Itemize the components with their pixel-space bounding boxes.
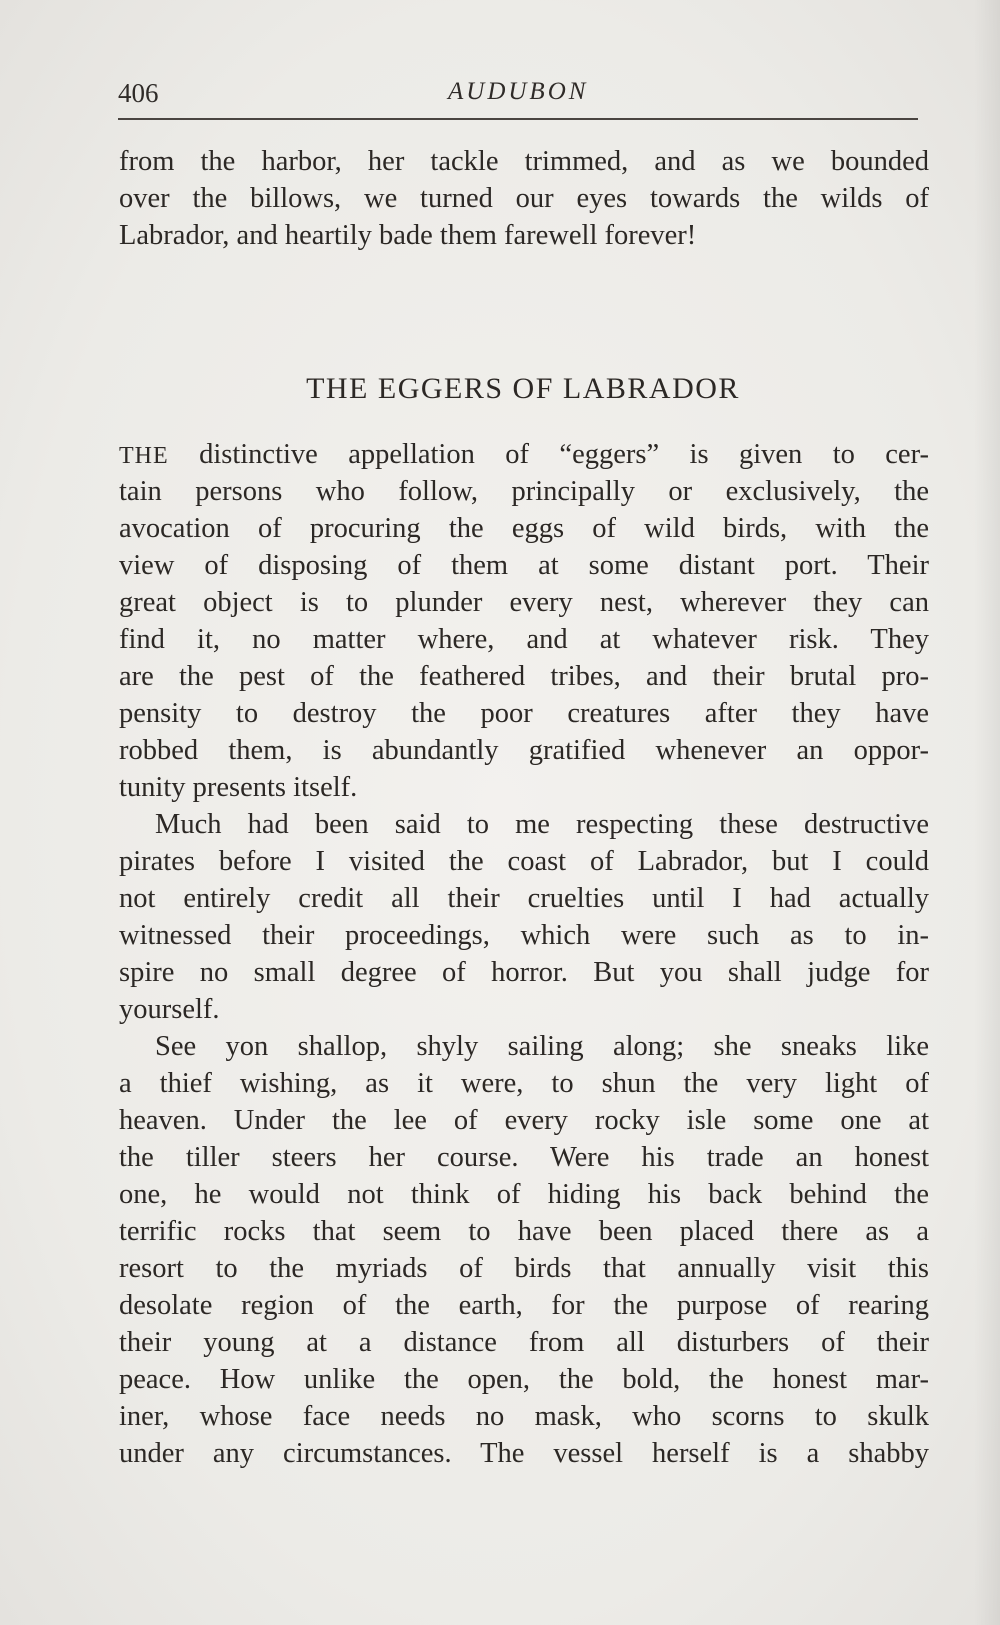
text-line: their young at a distance from all disturbers of their [119, 1327, 929, 1358]
drop-word: THE [119, 443, 169, 469]
text-line: tunity presents itself. [119, 772, 358, 803]
text-line: over the billows, we turned our eyes towards the wilds of [119, 183, 929, 214]
text-line: great object is to plunder every nest, wherever they can [119, 587, 929, 618]
text-line: See yon shallop, shyly sailing along; she sneaks like [155, 1031, 929, 1062]
text-line: one, he would not think of hiding his back behind the [119, 1179, 929, 1210]
text-line: iner, whose face needs no mask, who scorns to skulk [119, 1401, 929, 1432]
text-line: the tiller steers her course. Were his trade an honest [119, 1142, 929, 1173]
text-line: desolate region of the earth, for the purpose of rearing [119, 1290, 929, 1321]
text-line: find it, no matter where, and at whatever risk. They [119, 624, 929, 655]
text-line: witnessed their proceedings, which were such as to in- [119, 920, 929, 951]
text-line: avocation of procuring the eggs of wild birds, with the [119, 513, 929, 544]
text-line: are the pest of the feathered tribes, and their brutal pro- [119, 661, 929, 692]
intro-paragraph [119, 143, 929, 254]
first-line-text: distinctive appellation of “eggers” is given to cer- [199, 439, 929, 470]
text-line: Labrador, and heartily bade them farewell forever! [119, 220, 697, 251]
text-line: under any circumstances. The vessel herself is a shabby [119, 1438, 929, 1469]
text-line: Much had been said to me respecting these destructive [155, 809, 929, 840]
text-line: robbed them, is abundantly gratified whenever an oppor- [119, 735, 929, 766]
header-rule [118, 118, 918, 120]
text-line: terrific rocks that seem to have been placed there as a [119, 1216, 929, 1247]
text-line: tain persons who follow, principally or exclusively, the [119, 476, 929, 507]
paragraph-2 [119, 806, 929, 1028]
text-line: yourself. [119, 994, 220, 1025]
text-line: not entirely credit all their cruelties until I had actually [119, 883, 929, 914]
page-number: 406 [118, 78, 159, 108]
running-head: AUDUBON [448, 78, 589, 105]
chapter-heading: THE EGGERS OF LABRADOR [306, 372, 740, 405]
paragraph-1 [119, 436, 929, 806]
text-line [119, 436, 929, 473]
text-line: spire no small degree of horror. But you shall judge for [119, 957, 929, 988]
text-line: a thief wishing, as it were, to shun the very light of [119, 1068, 929, 1099]
text-line: view of disposing of them at some distant port. Their [119, 550, 929, 581]
text-line: peace. How unlike the open, the bold, the honest mar- [119, 1364, 929, 1395]
text-line: from the harbor, her tackle trimmed, and as we bounded [119, 146, 929, 177]
text-line: pirates before I visited the coast of Labrador, but I could [119, 846, 929, 877]
paragraph-3 [119, 1028, 929, 1472]
text-line: heaven. Under the lee of every rocky isle some one at [119, 1105, 929, 1136]
page-header [118, 70, 918, 120]
page-edge-shadow [974, 0, 1000, 1625]
text-line: pensity to destroy the poor creatures after they have [119, 698, 929, 729]
text-line: resort to the myriads of birds that annually visit this [119, 1253, 929, 1284]
